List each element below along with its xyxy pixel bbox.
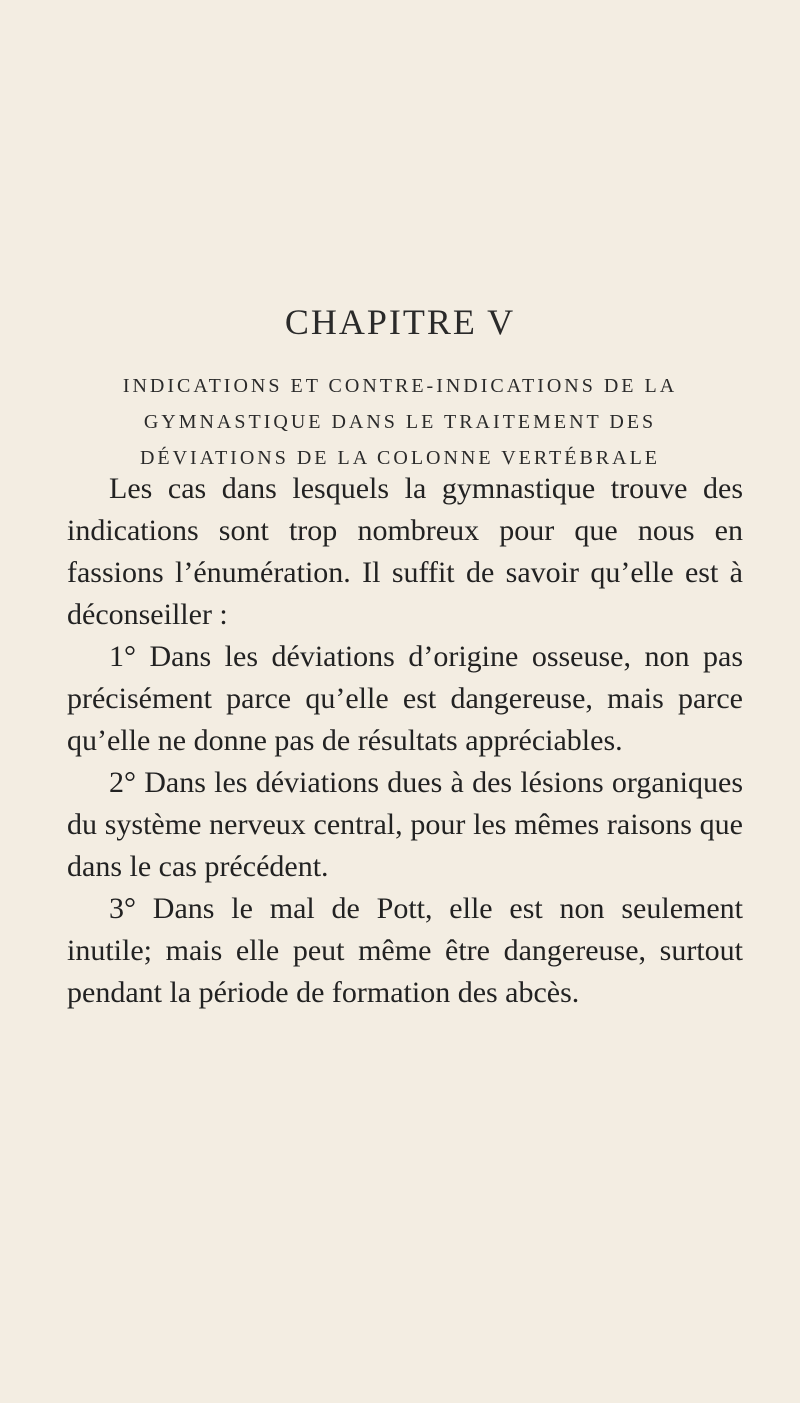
paragraph-item-2: 2° Dans les déviations dues à des lésions organiques du système nerveux central, pour les mêmes raisons que dans le cas précédent. <box>67 766 743 883</box>
subtitle-line: GYMNASTIQUE DANS LE TRAITEMENT DES <box>143 411 657 433</box>
subtitle-line: DÉVIATIONS DE LA COLONNE VERTÉBRALE <box>139 447 661 469</box>
paragraph-intro: Les cas dans lesquels la gymnastique trouve des indications sont trop nombreux pour que nous en fassions l’énumération. Il suffit de savoir qu’elle est à déconseiller : <box>67 472 743 631</box>
subtitle-line: INDICATIONS ET CONTRE-INDICATIONS DE LA <box>122 375 678 397</box>
paragraph-item-1: 1° Dans les déviations d’origine osseuse, non pas précisément parce qu’elle est dangereuse, mais parce qu’elle ne donne pas de résultats appréciables. <box>67 640 743 757</box>
chapter-subtitle <box>60 368 740 476</box>
body-text <box>67 468 743 1014</box>
paragraph-item-3: 3° Dans le mal de Pott, elle est non seulement inutile; mais elle peut même être dangereuse, surtout pendant la période de formation des abcès. <box>67 892 743 1009</box>
chapter-title: CHAPITRE V <box>284 302 516 342</box>
